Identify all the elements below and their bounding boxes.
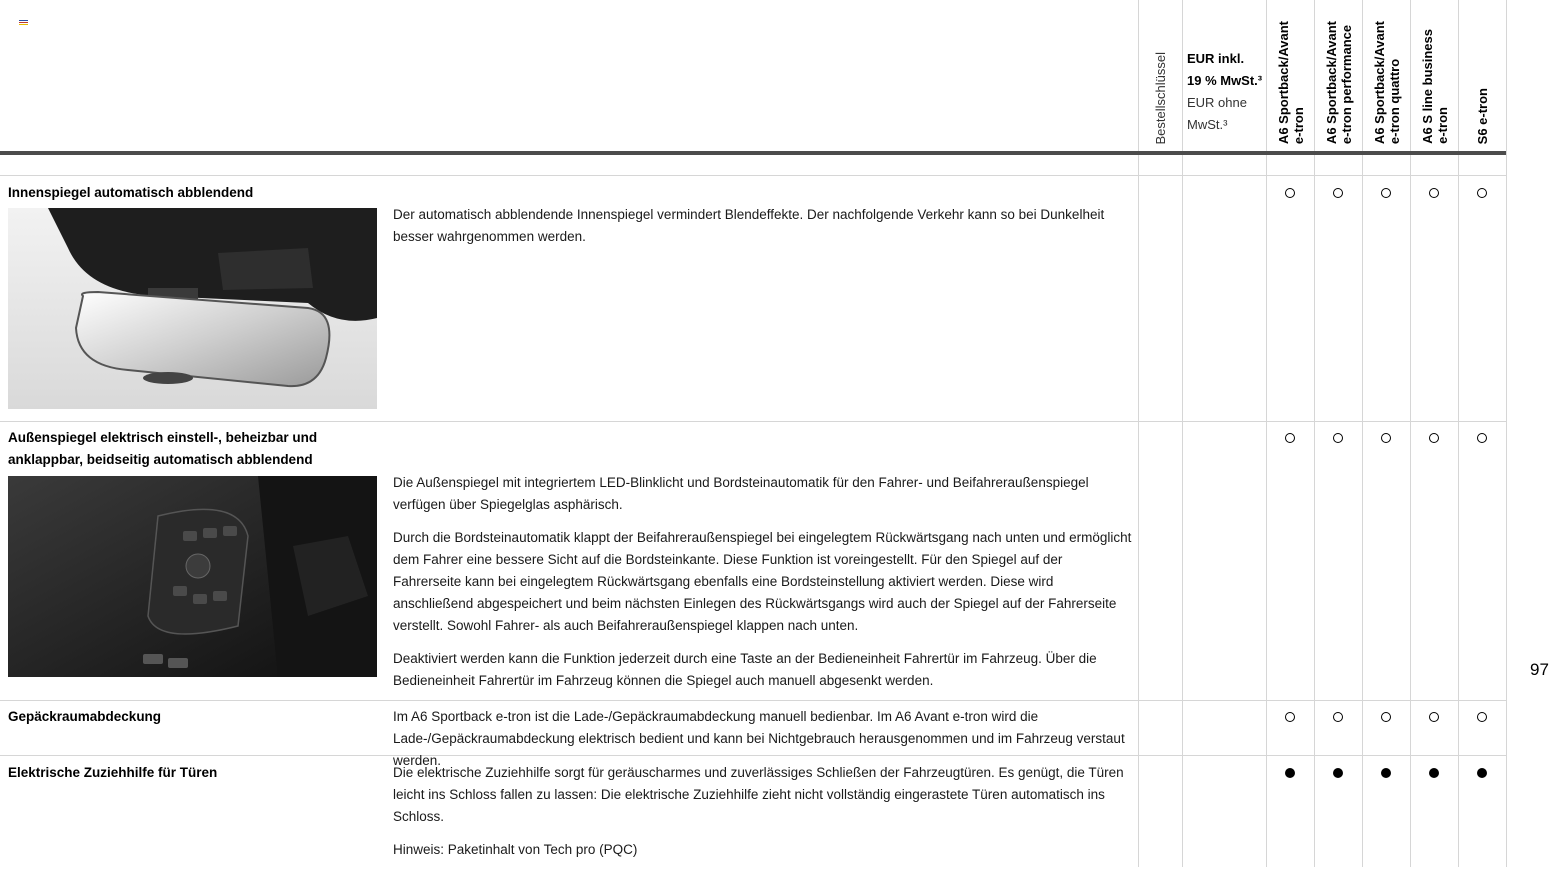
feature-title: Innenspiegel automatisch abblendend bbox=[8, 185, 254, 200]
description-paragraph: Deaktiviert werden kann die Funktion jederzeit durch eine Taste an der Bedieneinheit Fahrertür im Fahrzeug. Über die Bedieneinheit Fahrertür im Fahrzeug können die Spiegel auch manuell abgesenkt werden. bbox=[393, 651, 1097, 688]
description-paragraph: Im A6 Sportback e-tron ist die Lade-/Gepäckraumabdeckung manuell bedienbar. Im A6 Avant e-tron wird die Lade-/Gepäckraumabdeckung elektrisch bedient und kann bei Nichtgebrauch herausgenommen und im Fahrzeug verstaut werden. bbox=[393, 709, 1125, 768]
column-divider bbox=[1506, 0, 1507, 867]
door-control-panel-photo bbox=[8, 476, 377, 677]
rear-view-mirror-photo bbox=[8, 208, 377, 409]
optional-equipment-icon bbox=[1477, 433, 1487, 443]
optional-equipment-icon bbox=[1333, 433, 1343, 443]
column-divider bbox=[1182, 0, 1183, 867]
optional-equipment-icon bbox=[1333, 188, 1343, 198]
column-divider bbox=[1362, 0, 1363, 867]
column-divider bbox=[1410, 0, 1411, 867]
model-header: A6 Sportback/Avant e-tron quattro bbox=[1372, 20, 1402, 144]
model-header: A6 S line business e-tron bbox=[1420, 29, 1450, 144]
price-excl-line1: EUR ohne bbox=[1187, 95, 1247, 110]
price-incl-line1: EUR inkl. bbox=[1187, 51, 1245, 66]
standard-equipment-icon bbox=[1333, 768, 1343, 778]
optional-equipment-icon bbox=[1285, 712, 1295, 722]
feature-description bbox=[393, 762, 1133, 872]
standard-equipment-icon bbox=[1285, 768, 1295, 778]
row-divider bbox=[0, 175, 1506, 176]
price-incl-line2: 19 % MwSt.³ bbox=[1187, 73, 1263, 88]
description-paragraph: Die Außenspiegel mit integriertem LED-Blinklicht und Bordsteinautomatik für den Fahrer- und Beifahreraußenspiegel verfügen über Spiegelglas asphärisch. bbox=[393, 475, 1089, 512]
optional-equipment-icon bbox=[1429, 712, 1439, 722]
optional-equipment-icon bbox=[1285, 188, 1295, 198]
column-divider bbox=[1266, 0, 1267, 867]
description-paragraph: Der automatisch abblendende Innenspiegel vermindert Blendeffekte. Der nachfolgende Verkehr kann so bei Dunkelheit besser wahrgenommen werden. bbox=[393, 207, 1105, 244]
description-paragraph: Die elektrische Zuziehhilfe sorgt für geräuscharmes und zuverlässiges Schließen der Fahrzeugtüren. Es genügt, die Türen leicht ins Schloss fallen zu lassen: Die elektrische Zuziehhilfe zieht nicht vollständig eingerastete Türen automatisch ins Schloss. bbox=[393, 765, 1124, 824]
optional-equipment-icon bbox=[1381, 433, 1391, 443]
optional-equipment-icon bbox=[1429, 188, 1439, 198]
standard-equipment-icon bbox=[1477, 768, 1487, 778]
feature-title: Elektrische Zuziehhilfe für Türen bbox=[8, 765, 218, 780]
column-divider bbox=[1138, 0, 1139, 867]
optional-equipment-icon bbox=[1285, 433, 1295, 443]
optional-equipment-icon bbox=[1429, 433, 1439, 443]
price-header bbox=[1187, 48, 1265, 136]
feature-title: Außenspiegel elektrisch einstell-, beheizbar und anklappbar, beidseitig automatisch abblendend bbox=[8, 430, 318, 467]
page-number: 97 bbox=[1530, 660, 1549, 679]
header-rule bbox=[0, 151, 1506, 155]
model-header: A6 Sportback/Avant e-tron bbox=[1276, 20, 1306, 144]
description-paragraph: Durch die Bordsteinautomatik klappt der Beifahreraußenspiegel bei eingelegtem Rückwärtsgang nach unten und ermöglicht dem Fahrer eine bessere Sicht auf die Bordsteinkante. Diese Funktion ist voreingestellt. Für den Spiegel auf der Fahrerseite kann bei eingelegtem Rückwärtsgang ebenfalls eine Bordsteinstellung aktiviert werden. Diese wird anschließend abgespeichert und beim nächsten Einlegen des Rückwärtsgangs wird auch der Spiegel auf der Fahrerseite verstellt. Sowohl Fahrer- als auch Beifahreraußenspiegel klappen nach unten. bbox=[393, 530, 1132, 633]
feature-description bbox=[393, 204, 1133, 259]
model-header: A6 Sportback/Avant e-tron performance bbox=[1324, 20, 1354, 144]
optional-equipment-icon bbox=[1477, 188, 1487, 198]
standard-equipment-icon bbox=[1381, 768, 1391, 778]
standard-equipment-icon bbox=[1429, 768, 1439, 778]
optional-equipment-icon bbox=[1381, 188, 1391, 198]
column-divider bbox=[1458, 0, 1459, 867]
feature-title: Gepäckraumabdeckung bbox=[8, 709, 162, 724]
optional-equipment-icon bbox=[1381, 712, 1391, 722]
optional-equipment-icon bbox=[1333, 712, 1343, 722]
order-key-header: Bestellschlüssel bbox=[1153, 51, 1168, 144]
column-divider bbox=[1314, 0, 1315, 867]
row-divider bbox=[0, 421, 1506, 422]
language-flag-icon bbox=[19, 20, 28, 27]
description-paragraph: Hinweis: Paketinhalt von Tech pro (PQC) bbox=[393, 842, 638, 857]
price-excl-line2: MwSt.³ bbox=[1187, 117, 1228, 132]
feature-description bbox=[393, 472, 1133, 703]
optional-equipment-icon bbox=[1477, 712, 1487, 722]
model-header: S6 e-tron bbox=[1475, 87, 1490, 144]
